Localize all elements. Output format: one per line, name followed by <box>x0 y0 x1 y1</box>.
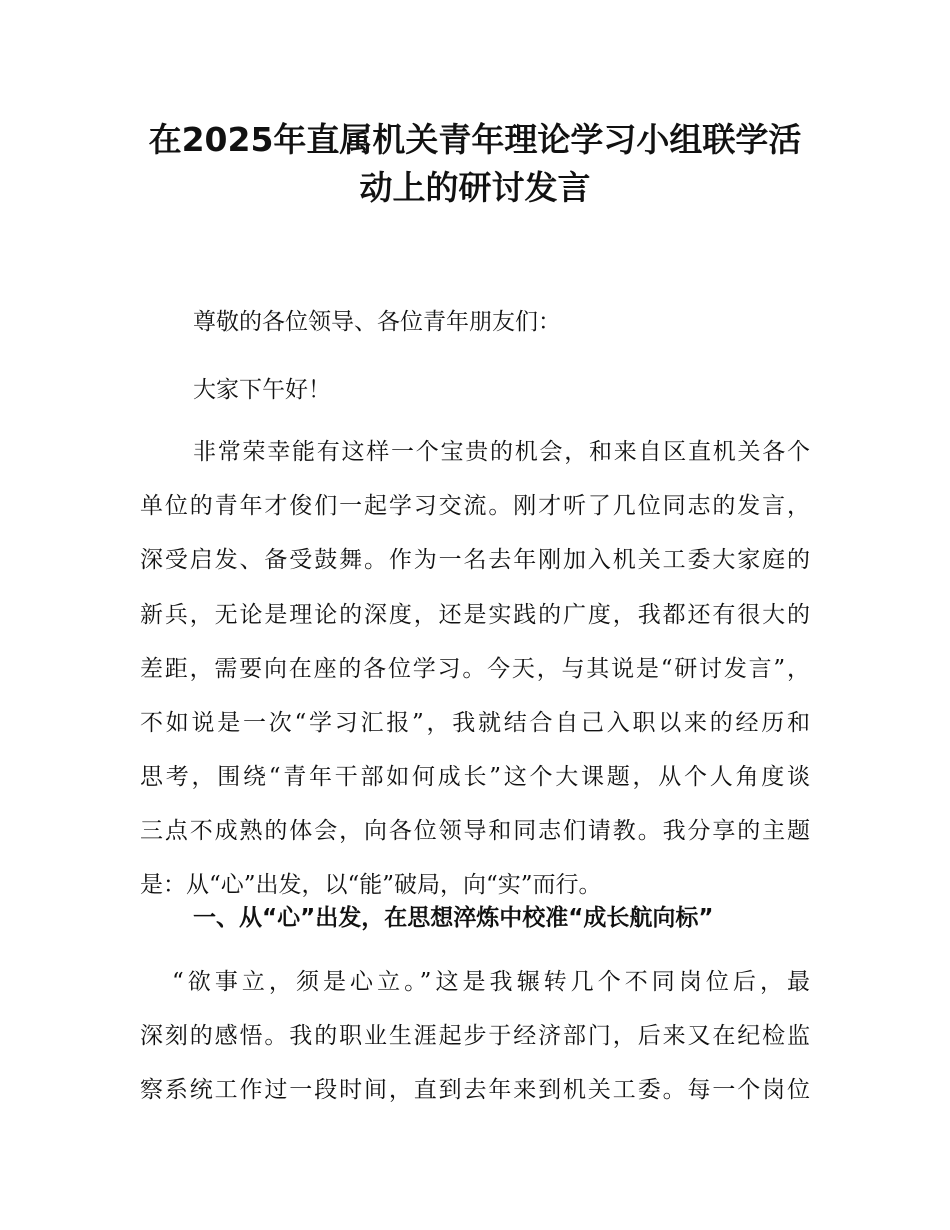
paragraph-line: 深受启发、备受鼓舞。作为一名去年刚加入机关工委大家庭的 <box>140 547 810 573</box>
document-title-line-1: 在2025年直属机关青年理论学习小组联学活 <box>148 120 802 159</box>
paragraph-line: 察系统工作过一段时间，直到去年来到机关工委。每一个岗位 <box>140 1077 810 1103</box>
salutation: 尊敬的各位领导、各位青年朋友们： <box>193 309 561 335</box>
paragraph-line: 新兵，无论是理论的深度，还是实践的广度，我都还有很大的 <box>140 602 810 628</box>
paragraph-line: 是：从“心”出发，以“能”破局，向“实”而行。 <box>140 872 602 898</box>
paragraph-line: “欲事立，须是心立。”这是我辗转几个不同岗位后，最 <box>172 969 810 995</box>
paragraph-line: 非常荣幸能有这样一个宝贵的机会，和来自区直机关各个 <box>193 439 810 465</box>
paragraph-line: 深刻的感悟。我的职业生涯起步于经济部门，后来又在纪检监 <box>140 1023 810 1049</box>
section-heading: 一、从“心”出发，在思想淬炼中校准“成长航向标” <box>193 905 714 931</box>
paragraph-line: 三点不成熟的体会，向各位领导和同志们请教。我分享的主题 <box>140 818 810 844</box>
greeting: 大家下午好！ <box>193 377 331 403</box>
paragraph-line: 差距，需要向在座的各位学习。今天，与其说是“研讨发言”， <box>140 656 810 682</box>
paragraph-line: 单位的青年才俊们一起学习交流。刚才听了几位同志的发言， <box>140 493 810 519</box>
paragraph-line: 不如说是一次“学习汇报”，我就结合自己入职以来的经历和 <box>140 710 810 736</box>
paragraph-line: 思考，围绕“青年干部如何成长”这个大课题，从个人角度谈 <box>140 764 810 790</box>
document-title-line-2: 动上的研讨发言 <box>359 168 591 207</box>
